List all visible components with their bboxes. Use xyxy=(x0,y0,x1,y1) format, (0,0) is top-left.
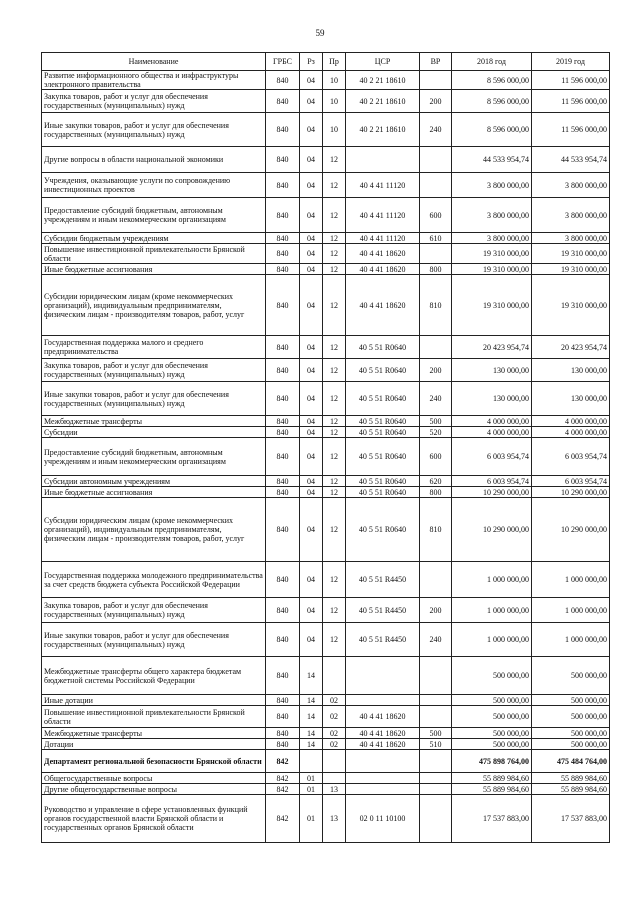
cell-pr: 10 xyxy=(323,71,346,90)
cell-name: Иные дотации xyxy=(42,695,266,706)
cell-rz: 04 xyxy=(300,71,323,90)
cell-rz: 14 xyxy=(300,695,323,706)
cell-csr: 40 5 51 R4450 xyxy=(346,623,420,657)
cell-2019: 19 310 000,00 xyxy=(532,275,610,336)
cell-pr: 12 xyxy=(323,147,346,173)
cell-grbs: 840 xyxy=(266,416,300,427)
table-row xyxy=(42,438,610,476)
table-row xyxy=(42,173,610,198)
cell-name: Другие вопросы в области национальной экономики xyxy=(42,147,266,173)
cell-rz: 04 xyxy=(300,336,323,359)
cell-pr: 12 xyxy=(323,427,346,438)
cell-vr: 240 xyxy=(420,382,452,416)
cell-csr: 40 4 41 18620 xyxy=(346,264,420,275)
cell-2019: 44 533 954,74 xyxy=(532,147,610,173)
cell-grbs: 840 xyxy=(266,706,300,728)
cell-2018: 500 000,00 xyxy=(452,728,532,739)
table-row xyxy=(42,784,610,795)
cell-csr: 40 4 41 18620 xyxy=(346,739,420,750)
cell-2019: 500 000,00 xyxy=(532,739,610,750)
cell-pr: 12 xyxy=(323,382,346,416)
table-row xyxy=(42,233,610,244)
cell-name: Субсидии юридическим лицам (кроме некоммерческих организаций), индивидуальным предпринимателям, физическим лицам - производителям товаров, работ, услуг xyxy=(42,498,266,562)
table-row xyxy=(42,773,610,784)
cell-grbs: 840 xyxy=(266,562,300,598)
cell-pr xyxy=(323,750,346,773)
cell-2018: 55 889 984,60 xyxy=(452,784,532,795)
cell-2019: 6 003 954,74 xyxy=(532,438,610,476)
cell-2019: 11 596 000,00 xyxy=(532,113,610,147)
cell-csr xyxy=(346,784,420,795)
cell-vr: 620 xyxy=(420,476,452,487)
cell-grbs: 840 xyxy=(266,173,300,198)
cell-name: Предоставление субсидий бюджетным, автономным учреждениям и иным некоммерческим организациям xyxy=(42,198,266,233)
cell-vr xyxy=(420,784,452,795)
table-row xyxy=(42,562,610,598)
cell-csr: 40 5 51 R0640 xyxy=(346,476,420,487)
cell-2018: 6 003 954,74 xyxy=(452,476,532,487)
cell-rz: 04 xyxy=(300,438,323,476)
cell-rz xyxy=(300,750,323,773)
cell-grbs: 840 xyxy=(266,233,300,244)
cell-pr: 12 xyxy=(323,623,346,657)
cell-pr: 12 xyxy=(323,498,346,562)
cell-vr xyxy=(420,71,452,90)
cell-pr: 13 xyxy=(323,795,346,843)
cell-rz: 04 xyxy=(300,244,323,264)
cell-name: Иные бюджетные ассигнования xyxy=(42,264,266,275)
cell-csr xyxy=(346,750,420,773)
cell-vr xyxy=(420,695,452,706)
cell-rz: 04 xyxy=(300,598,323,623)
cell-pr: 12 xyxy=(323,173,346,198)
cell-grbs: 840 xyxy=(266,113,300,147)
cell-name: Дотации xyxy=(42,739,266,750)
cell-csr: 40 4 41 11120 xyxy=(346,173,420,198)
cell-2018: 500 000,00 xyxy=(452,657,532,695)
cell-vr: 200 xyxy=(420,598,452,623)
cell-name: Субсидии xyxy=(42,427,266,438)
cell-pr: 02 xyxy=(323,706,346,728)
cell-grbs: 840 xyxy=(266,623,300,657)
cell-name: Повышение инвестиционной привлекательности Брянской области xyxy=(42,244,266,264)
cell-2019: 500 000,00 xyxy=(532,706,610,728)
cell-rz: 04 xyxy=(300,623,323,657)
cell-pr: 02 xyxy=(323,695,346,706)
cell-2018: 1 000 000,00 xyxy=(452,623,532,657)
cell-grbs: 840 xyxy=(266,728,300,739)
cell-name: Иные закупки товаров, работ и услуг для обеспечения государственных (муниципальных) нужд xyxy=(42,113,266,147)
cell-vr xyxy=(420,244,452,264)
cell-vr xyxy=(420,750,452,773)
cell-rz: 04 xyxy=(300,416,323,427)
cell-2018: 55 889 984,60 xyxy=(452,773,532,784)
cell-vr: 800 xyxy=(420,264,452,275)
cell-2018: 3 800 000,00 xyxy=(452,198,532,233)
cell-2019: 500 000,00 xyxy=(532,728,610,739)
cell-grbs: 840 xyxy=(266,695,300,706)
cell-rz: 04 xyxy=(300,476,323,487)
cell-2019: 3 800 000,00 xyxy=(532,173,610,198)
cell-pr: 12 xyxy=(323,476,346,487)
cell-csr: 40 4 41 11120 xyxy=(346,198,420,233)
cell-name: Субсидии автономным учреждениям xyxy=(42,476,266,487)
table-row xyxy=(42,750,610,773)
cell-name: Другие общегосударственные вопросы xyxy=(42,784,266,795)
cell-2019: 11 596 000,00 xyxy=(532,71,610,90)
cell-rz: 04 xyxy=(300,382,323,416)
cell-2018: 19 310 000,00 xyxy=(452,244,532,264)
cell-2018: 6 003 954,74 xyxy=(452,438,532,476)
cell-pr: 12 xyxy=(323,416,346,427)
cell-rz: 04 xyxy=(300,427,323,438)
cell-pr: 12 xyxy=(323,336,346,359)
cell-rz: 04 xyxy=(300,498,323,562)
cell-name: Руководство и управление в сфере установленных функций органов государственной власти Брянской области и государственных органов Брянской области xyxy=(42,795,266,843)
cell-name: Иные закупки товаров, работ и услуг для обеспечения государственных (муниципальных) нужд xyxy=(42,623,266,657)
cell-vr: 500 xyxy=(420,728,452,739)
cell-grbs: 842 xyxy=(266,784,300,795)
cell-name: Иные бюджетные ассигнования xyxy=(42,487,266,498)
cell-2019: 475 484 764,00 xyxy=(532,750,610,773)
cell-rz: 04 xyxy=(300,198,323,233)
cell-2019: 55 889 984,60 xyxy=(532,773,610,784)
cell-name: Закупка товаров, работ и услуг для обеспечения государственных (муниципальных) нужд xyxy=(42,359,266,382)
cell-2019: 20 423 954,74 xyxy=(532,336,610,359)
cell-rz: 04 xyxy=(300,264,323,275)
cell-pr: 12 xyxy=(323,598,346,623)
cell-name: Общегосударственные вопросы xyxy=(42,773,266,784)
cell-rz: 04 xyxy=(300,113,323,147)
cell-2018: 3 800 000,00 xyxy=(452,233,532,244)
cell-pr: 12 xyxy=(323,487,346,498)
cell-pr: 12 xyxy=(323,562,346,598)
header-2019: 2019 год xyxy=(532,53,610,71)
cell-vr xyxy=(420,795,452,843)
cell-2018: 130 000,00 xyxy=(452,359,532,382)
cell-pr: 12 xyxy=(323,264,346,275)
cell-vr: 200 xyxy=(420,359,452,382)
table-row xyxy=(42,487,610,498)
cell-csr: 40 5 51 R0640 xyxy=(346,382,420,416)
table-row xyxy=(42,706,610,728)
cell-2018: 8 596 000,00 xyxy=(452,71,532,90)
cell-2019: 1 000 000,00 xyxy=(532,598,610,623)
cell-rz: 04 xyxy=(300,90,323,113)
cell-pr xyxy=(323,773,346,784)
cell-rz: 01 xyxy=(300,773,323,784)
cell-vr xyxy=(420,173,452,198)
cell-grbs: 840 xyxy=(266,198,300,233)
cell-vr: 810 xyxy=(420,498,452,562)
cell-2019: 11 596 000,00 xyxy=(532,90,610,113)
table-row xyxy=(42,382,610,416)
cell-pr: 13 xyxy=(323,784,346,795)
cell-csr: 40 4 41 18620 xyxy=(346,728,420,739)
cell-name: Повышение инвестиционной привлекательности Брянской области xyxy=(42,706,266,728)
cell-pr: 10 xyxy=(323,90,346,113)
cell-2019: 10 290 000,00 xyxy=(532,487,610,498)
cell-name: Департамент региональной безопасности Брянской области xyxy=(42,750,266,773)
cell-2018: 10 290 000,00 xyxy=(452,498,532,562)
cell-2019: 130 000,00 xyxy=(532,359,610,382)
table-row xyxy=(42,336,610,359)
cell-vr xyxy=(420,657,452,695)
cell-2018: 10 290 000,00 xyxy=(452,487,532,498)
cell-vr: 520 xyxy=(420,427,452,438)
cell-rz: 14 xyxy=(300,739,323,750)
cell-grbs: 842 xyxy=(266,773,300,784)
cell-2019: 3 800 000,00 xyxy=(532,233,610,244)
cell-grbs: 840 xyxy=(266,275,300,336)
cell-2019: 500 000,00 xyxy=(532,657,610,695)
cell-pr: 12 xyxy=(323,244,346,264)
cell-vr: 240 xyxy=(420,113,452,147)
cell-grbs: 840 xyxy=(266,382,300,416)
cell-vr: 610 xyxy=(420,233,452,244)
cell-2018: 8 596 000,00 xyxy=(452,113,532,147)
cell-vr xyxy=(420,706,452,728)
cell-2019: 500 000,00 xyxy=(532,695,610,706)
header-2018: 2018 год xyxy=(452,53,532,71)
table-header-row xyxy=(42,53,610,71)
cell-grbs: 840 xyxy=(266,438,300,476)
cell-csr: 40 5 51 R0640 xyxy=(346,487,420,498)
cell-name: Межбюджетные трансферты общего характера бюджетам бюджетной системы Российской Федерации xyxy=(42,657,266,695)
cell-name: Межбюджетные трансферты xyxy=(42,416,266,427)
cell-name: Развитие информационного общества и инфраструктуры электронного правительства xyxy=(42,71,266,90)
cell-2018: 130 000,00 xyxy=(452,382,532,416)
table-row xyxy=(42,623,610,657)
cell-csr: 40 5 51 R4450 xyxy=(346,598,420,623)
cell-grbs: 840 xyxy=(266,359,300,382)
cell-name: Закупка товаров, работ и услуг для обеспечения государственных (муниципальных) нужд xyxy=(42,598,266,623)
cell-rz: 14 xyxy=(300,728,323,739)
cell-2018: 1 000 000,00 xyxy=(452,562,532,598)
cell-name: Межбюджетные трансферты xyxy=(42,728,266,739)
cell-pr: 12 xyxy=(323,198,346,233)
table-row xyxy=(42,90,610,113)
cell-2018: 8 596 000,00 xyxy=(452,90,532,113)
cell-grbs: 840 xyxy=(266,427,300,438)
cell-pr: 12 xyxy=(323,438,346,476)
cell-pr: 10 xyxy=(323,113,346,147)
cell-rz: 04 xyxy=(300,359,323,382)
cell-2019: 19 310 000,00 xyxy=(532,244,610,264)
cell-name: Учреждения, оказывающие услуги по сопровождению инвестиционных проектов xyxy=(42,173,266,198)
cell-csr: 40 2 21 18610 xyxy=(346,113,420,147)
cell-csr: 40 5 51 R0640 xyxy=(346,416,420,427)
cell-csr: 40 2 21 18610 xyxy=(346,90,420,113)
cell-rz: 01 xyxy=(300,795,323,843)
cell-name: Предоставление субсидий бюджетным, автономным учреждениям и иным некоммерческим организациям xyxy=(42,438,266,476)
cell-pr: 12 xyxy=(323,275,346,336)
table-row xyxy=(42,498,610,562)
cell-grbs: 840 xyxy=(266,657,300,695)
cell-2019: 10 290 000,00 xyxy=(532,498,610,562)
cell-csr: 40 2 21 18610 xyxy=(346,71,420,90)
cell-vr xyxy=(420,773,452,784)
cell-grbs: 842 xyxy=(266,750,300,773)
table-row xyxy=(42,198,610,233)
table-row xyxy=(42,71,610,90)
table-row xyxy=(42,244,610,264)
cell-2019: 19 310 000,00 xyxy=(532,264,610,275)
cell-2019: 4 000 000,00 xyxy=(532,427,610,438)
cell-pr: 02 xyxy=(323,728,346,739)
cell-csr xyxy=(346,147,420,173)
cell-grbs: 842 xyxy=(266,795,300,843)
cell-csr xyxy=(346,773,420,784)
table-row xyxy=(42,427,610,438)
cell-rz: 04 xyxy=(300,173,323,198)
table-row xyxy=(42,275,610,336)
cell-vr: 200 xyxy=(420,90,452,113)
cell-csr xyxy=(346,657,420,695)
cell-vr xyxy=(420,562,452,598)
cell-vr xyxy=(420,336,452,359)
cell-2018: 4 000 000,00 xyxy=(452,416,532,427)
table-row xyxy=(42,695,610,706)
cell-2018: 1 000 000,00 xyxy=(452,598,532,623)
cell-2018: 500 000,00 xyxy=(452,739,532,750)
cell-rz: 14 xyxy=(300,657,323,695)
cell-name: Закупка товаров, работ и услуг для обеспечения государственных (муниципальных) нужд xyxy=(42,90,266,113)
cell-2018: 20 423 954,74 xyxy=(452,336,532,359)
cell-vr: 600 xyxy=(420,438,452,476)
cell-grbs: 840 xyxy=(266,476,300,487)
cell-grbs: 840 xyxy=(266,264,300,275)
cell-2019: 1 000 000,00 xyxy=(532,623,610,657)
cell-grbs: 840 xyxy=(266,147,300,173)
cell-rz: 04 xyxy=(300,562,323,598)
header-grbs: ГРБС xyxy=(266,53,300,71)
cell-pr: 12 xyxy=(323,233,346,244)
cell-grbs: 840 xyxy=(266,244,300,264)
cell-pr xyxy=(323,657,346,695)
cell-2018: 19 310 000,00 xyxy=(452,275,532,336)
cell-csr: 02 0 11 10100 xyxy=(346,795,420,843)
cell-csr: 40 4 41 11120 xyxy=(346,233,420,244)
cell-2019: 3 800 000,00 xyxy=(532,198,610,233)
table-row xyxy=(42,147,610,173)
cell-2018: 475 898 764,00 xyxy=(452,750,532,773)
table-row xyxy=(42,264,610,275)
cell-vr: 810 xyxy=(420,275,452,336)
cell-grbs: 840 xyxy=(266,487,300,498)
cell-vr: 600 xyxy=(420,198,452,233)
cell-name: Субсидии юридическим лицам (кроме некоммерческих организаций), индивидуальным предпринимателям, физическим лицам - производителям товаров, работ, услуг xyxy=(42,275,266,336)
cell-2019: 17 537 883,00 xyxy=(532,795,610,843)
cell-name: Субсидии бюджетным учреждениям xyxy=(42,233,266,244)
cell-pr: 12 xyxy=(323,359,346,382)
table-row xyxy=(42,476,610,487)
cell-pr: 02 xyxy=(323,739,346,750)
cell-2018: 17 537 883,00 xyxy=(452,795,532,843)
header-vr: ВР xyxy=(420,53,452,71)
table-row xyxy=(42,728,610,739)
table-row xyxy=(42,113,610,147)
header-pr: Пр xyxy=(323,53,346,71)
table-row xyxy=(42,598,610,623)
table-row xyxy=(42,657,610,695)
cell-vr xyxy=(420,147,452,173)
cell-2018: 19 310 000,00 xyxy=(452,264,532,275)
cell-csr xyxy=(346,695,420,706)
budget-table xyxy=(41,52,610,843)
cell-2019: 4 000 000,00 xyxy=(532,416,610,427)
cell-csr: 40 5 51 R4450 xyxy=(346,562,420,598)
table-row xyxy=(42,739,610,750)
cell-2018: 500 000,00 xyxy=(452,706,532,728)
cell-rz: 04 xyxy=(300,487,323,498)
cell-2018: 3 800 000,00 xyxy=(452,173,532,198)
cell-csr: 40 5 51 R0640 xyxy=(346,359,420,382)
cell-csr: 40 5 51 R0640 xyxy=(346,427,420,438)
header-csr: ЦСР xyxy=(346,53,420,71)
table-row xyxy=(42,795,610,843)
cell-csr: 40 4 41 18620 xyxy=(346,275,420,336)
cell-grbs: 840 xyxy=(266,71,300,90)
cell-2018: 44 533 954,74 xyxy=(452,147,532,173)
cell-csr: 40 5 51 R0640 xyxy=(346,336,420,359)
cell-grbs: 840 xyxy=(266,90,300,113)
cell-2018: 500 000,00 xyxy=(452,695,532,706)
cell-vr: 500 xyxy=(420,416,452,427)
cell-2019: 6 003 954,74 xyxy=(532,476,610,487)
page-number: 59 xyxy=(315,28,325,38)
cell-name: Государственная поддержка малого и среднего предпринимательства xyxy=(42,336,266,359)
cell-2019: 55 889 984,60 xyxy=(532,784,610,795)
cell-grbs: 840 xyxy=(266,498,300,562)
cell-2018: 4 000 000,00 xyxy=(452,427,532,438)
cell-grbs: 840 xyxy=(266,336,300,359)
cell-2019: 130 000,00 xyxy=(532,382,610,416)
cell-vr: 240 xyxy=(420,623,452,657)
cell-csr: 40 4 41 18620 xyxy=(346,244,420,264)
cell-rz: 04 xyxy=(300,233,323,244)
header-name: Наименование xyxy=(42,53,266,71)
cell-csr: 40 4 41 18620 xyxy=(346,706,420,728)
table-row xyxy=(42,359,610,382)
cell-rz: 01 xyxy=(300,784,323,795)
cell-rz: 04 xyxy=(300,275,323,336)
table-body xyxy=(42,71,610,843)
cell-csr: 40 5 51 R0640 xyxy=(346,498,420,562)
cell-vr: 510 xyxy=(420,739,452,750)
cell-name: Государственная поддержка молодежного предпринимательства за счет средств бюджета субъекта Российской Федерации xyxy=(42,562,266,598)
cell-csr: 40 5 51 R0640 xyxy=(346,438,420,476)
table-row xyxy=(42,416,610,427)
cell-2019: 1 000 000,00 xyxy=(532,562,610,598)
cell-vr: 800 xyxy=(420,487,452,498)
cell-name: Иные закупки товаров, работ и услуг для обеспечения государственных (муниципальных) нужд xyxy=(42,382,266,416)
header-rz: Рз xyxy=(300,53,323,71)
cell-grbs: 840 xyxy=(266,598,300,623)
cell-rz: 04 xyxy=(300,147,323,173)
cell-grbs: 840 xyxy=(266,739,300,750)
cell-rz: 14 xyxy=(300,706,323,728)
